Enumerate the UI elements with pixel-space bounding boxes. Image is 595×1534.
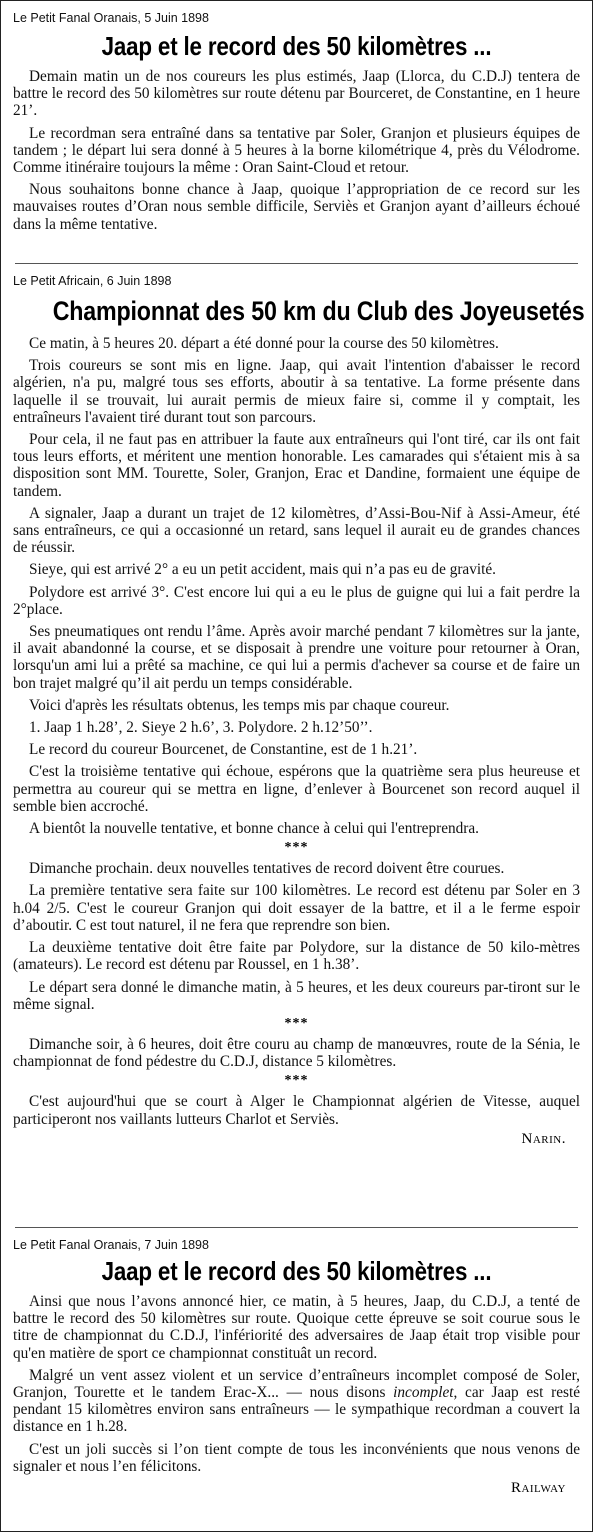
article-2-paragraph: Polydore est arrivé 3°. C'est encore lui qui a eu le plus de guigne qui lui a fait perdre la 2°place. xyxy=(13,583,580,618)
article-2-paragraph: C'est la troisième tentative qui échoue, espérons que la quatrième sera plus heureuse et permettra au coureur qui se mettra en ligne, d’enlever à Bourcenet son record auquel il semble bien accroché. xyxy=(13,763,580,815)
article-1-title: Jaap et le record des 50 kilomètres ... xyxy=(101,31,492,61)
article-2 xyxy=(1,264,592,1227)
article-1-paragraph: Demain matin un de nos coureurs les plus estimés, Jaap (Llorca, du C.D.J) tentera de battre le record des 50 kilomètres sur route détenu par Bourceret, de Constantine, en 1 heure 21’. xyxy=(13,68,580,120)
article-1-source: Le Petit Fanal Oranais, 5 Juin 1898 xyxy=(13,11,209,25)
article-3-source: Le Petit Fanal Oranais, 7 Juin 1898 xyxy=(13,1238,209,1252)
section-separator-stars: *** xyxy=(284,1015,309,1031)
article-2-paragraph: Pour cela, il ne faut pas en attribuer la faute aux entraîneurs qui l'ont tiré, car ils ont fait tous leurs efforts, et méritent une mention honorable. Les camarades qui s'étaient mis à sa disposition sont MM. Tourette, Soler, Granjon, Erac et Dandine, formaient une équipe de tandem. xyxy=(13,431,580,500)
article-3-title: Jaap et le record des 50 kilomètres ... xyxy=(101,1256,492,1286)
article-2-paragraph: A bientôt la nouvelle tentative, et bonne chance à celui qui l'entreprendra. xyxy=(29,820,480,838)
article-2-paragraph: La première tentative sera faite sur 100 kilomètres. Le record est détenu par Soler en 3 h.04 2/5. C'est le coureur Granjon qui doit essayer de la battre, et il a le ferme espoir d’aboutir. C est tout naturel, il ne fera que reprendre son bien. xyxy=(13,882,580,934)
article-2-title: Championnat des 50 km du Club des Joyeusetés xyxy=(52,296,585,326)
article-2-paragraph: Ce matin, à 5 heures 20. départ a été donné pour la course des 50 kilomètres. xyxy=(29,335,499,352)
article-2-paragraph: Ses pneumatiques ont rendu l’âme. Après avoir marché pendant 7 kilomètres sur la jante, il avait abandonné la course, et se disposait à prendre une voiture pour retourner à Oran, lorsqu'un ami lui a prêté sa machine, ce qui lui a permis d'achever sa course et de faire un bon trajet malgré qu’il ait perdu un temps considérable. xyxy=(13,623,580,692)
article-2-signature: Narin. xyxy=(521,1130,566,1147)
article-2-paragraph: Voici d'après les résultats obtenus, les temps mis par chaque coureur. xyxy=(29,696,450,714)
article-2-paragraph: C'est aujourd'hui que se court à Alger le Championnat algérien de Vitesse, auquel participeront nos vaillants lutteurs Charlot et Serviès. xyxy=(13,1093,580,1128)
article-3-paragraph: C'est un joli succès si l’on tient compte de tous les inconvénients que nous venons de signaler et nous l’en félicitons. xyxy=(13,1440,580,1475)
article-2-paragraph: Le record du coureur Bourcenet, de Constantine, est de 1 h.21’. xyxy=(29,741,418,759)
article-3-paragraph: Ainsi que nous l’avons annoncé hier, ce matin, à 5 heures, Jaap, du C.D.J, a tenté de battre le record des 50 kilomètres sur route. Quoique cette épreuve se soit courue sous le titre de championnat du C.D.J, l'infériorité des adversaires de Jaap était trop visible pour qu'en matière de sport ce championnat constituât un record. xyxy=(13,1293,580,1362)
article-3-paragraph-text: Malgré un vent assez violent et un service d’entraîneurs incomplet composé de Soler, Granjon, Tourette et le tandem Erac-X... — nous disons xyxy=(13,1366,580,1402)
article-2-paragraph: Dimanche soir, à 6 heures, doit être couru au champ de manœuvres, route de la Sénia, le championnat de fond pédestre du C.D.J, distance 5 kilomètres. xyxy=(13,1035,580,1071)
article-2-results: 1. Jaap 1 h.28’, 2. Sieye 2 h.6’, 3. Polydore. 2 h.12’50’’. xyxy=(29,719,373,737)
article-3-paragraph-text: , car Jaap est resté pendant 15 kilomètres environ sans entraîneurs — le sympathique recordman a couvert la distance en 1 h.28. xyxy=(13,1384,581,1436)
article-2-paragraph: Trois coureurs se sont mis en ligne. Jaap, qui avait l'intention d'abaisser le record algérien, n'a pu, malgré tous ses efforts, aboutir à sa tentative. La forme présente dans laquelle il se trouvait, lui aurait permis de mieux faire si, comme il y comptait, les entraîneurs l'avaient tiré durant tout son parcours. xyxy=(13,357,580,426)
article-1 xyxy=(1,1,592,263)
article-3 xyxy=(1,1228,592,1528)
section-separator-stars: *** xyxy=(284,1073,309,1089)
article-2-paragraph: La deuxième tentative doit être faite par Polydore, sur la distance de 50 kilo-mètres (amateurs). Le record est détenu par Roussel, en 1 h.38’. xyxy=(13,939,580,974)
article-3-paragraph xyxy=(13,1367,580,1436)
article-2-paragraph: Le départ sera donné le dimanche matin, à 5 heures, et les deux coureurs par-tiront sur le même signal. xyxy=(13,978,580,1013)
article-2-paragraph: Sieye, qui est arrivé 2° a eu un petit accident, mais qui n’a pas eu de gravité. xyxy=(29,561,496,579)
emphasized-word: incomplet xyxy=(393,1384,454,1402)
article-1-paragraph: Le recordman sera entraîné dans sa tentative par Soler, Granjon et plusieurs équipes de tandem ; le départ lui sera donné à 5 heures à la borne kilométrique 4, près du Vélodrome. Comme itinéraire toujours la même : Oran Saint-Cloud et retour. xyxy=(13,124,580,177)
section-separator-stars: *** xyxy=(284,840,309,856)
article-1-paragraph: Nous souhaitons bonne chance à Jaap, quoique l’appropriation de ce record sur les mauvaises routes d’Oran nous semble difficile, Serviès et Granjon ayant d’ailleurs échoué dans la même tentative. xyxy=(13,181,580,233)
article-2-paragraph: Dimanche prochain. deux nouvelles tentatives de record doivent être courues. xyxy=(29,860,505,878)
article-2-source: Le Petit Africain, 6 Juin 1898 xyxy=(13,274,172,288)
article-3-signature: Railway xyxy=(510,1480,566,1497)
article-2-paragraph: A signaler, Jaap a durant un trajet de 12 kilomètres, d’Assi-Bou-Nif à Assi-Ameur, été sans entraîneurs, ce qui a occasionné un retard, sans lequel il aurait eu de grandes chances de réussir. xyxy=(13,504,580,557)
